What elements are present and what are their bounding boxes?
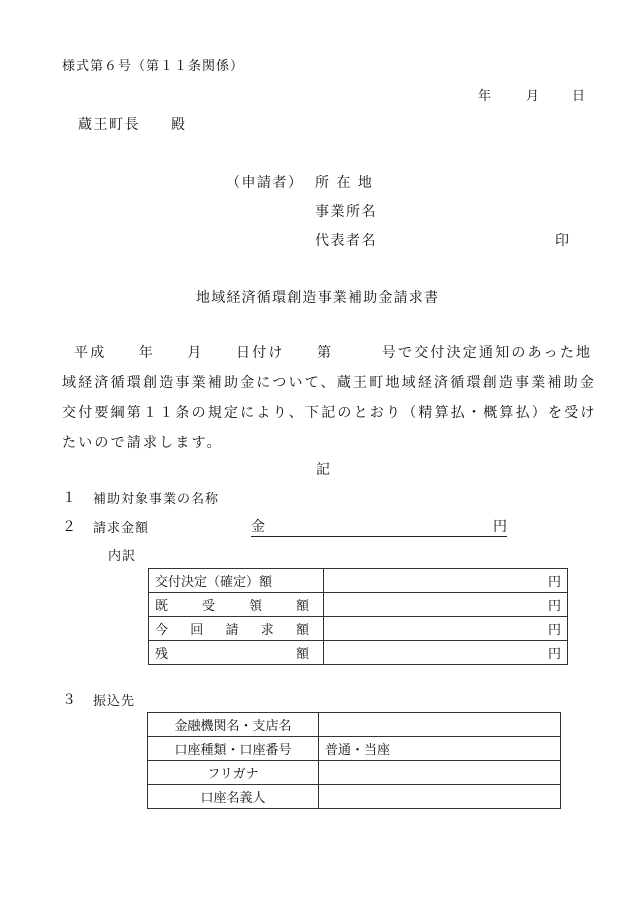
breakdown-row-value: 円 [324,593,568,617]
table-row [148,761,561,785]
breakdown-row-value: 円 [324,569,568,593]
body-line-3: 交付要綱第１１条の規定により、下記のとおり（精算払・概算払）を受け [62,405,597,421]
body-line-4: たいので請求します。 [62,435,223,451]
body-line-2: 域経済循環創造事業補助金について、蔵王町地域経済循環創造事業補助金 [62,375,597,391]
addressee: 蔵王町長 殿 [78,117,187,133]
item-2-label: 請求金額 [93,521,150,536]
item-2-number: ２ [62,519,78,535]
furigana-label: フリガナ [148,761,319,785]
applicant-rep-label: 代表者名 [315,233,377,249]
breakdown-row-value: 円 [324,641,568,665]
label-char: 額 [295,647,309,662]
amount-unit: 円 [493,519,507,535]
breakdown-row-value: 円 [324,617,568,641]
document-title: 地域経済循環創造事業補助金請求書 [196,290,440,306]
label-char: 残 [155,647,169,662]
account-holder-label: 口座名義人 [148,785,319,809]
breakdown-row-label [149,641,324,665]
label-char: 回 [190,623,204,638]
furigana-value [319,761,561,785]
label-char: 額 [295,599,309,614]
bank-name-label: 金融機関名・支店名 [148,713,319,737]
bank-table [147,712,561,809]
applicant-role: （申請者） [226,175,304,191]
table-row [149,641,568,665]
table-row [149,569,568,593]
label-char: 額 [295,623,309,638]
table-row [148,713,561,737]
label-char: 領 [248,599,262,614]
spread-label [155,619,317,638]
breakdown-label: 内訳 [108,549,137,564]
item-3-number: ３ [62,692,78,708]
item-3-label: 振込先 [93,694,136,709]
label-char: 今 [155,623,169,638]
account-holder-value [319,785,561,809]
spread-label [155,595,317,614]
applicant-office-label: 事業所名 [315,204,377,220]
date-day: 日 [572,89,587,104]
applicant-address-label: 所 在 地 [315,175,374,191]
breakdown-row-label [149,617,324,641]
label-char: 請 [225,623,239,638]
account-type-label: 口座種類・口座番号 [148,737,319,761]
table-row [148,737,561,761]
breakdown-row-label: 交付決定（確定）額 [149,569,324,593]
spread-label [155,643,317,662]
breakdown-table [148,568,568,665]
table-row [149,617,568,641]
breakdown-row-label [149,593,324,617]
body-line-1: 平成 年 月 日付け 第 号で交付決定通知のあった地 [74,345,593,361]
date-month: 月 [526,89,541,104]
bank-name-value [319,713,561,737]
seal-mark: 印 [555,233,571,249]
amount-prefix: 金 [251,519,265,535]
date-year: 年 [478,89,493,104]
item-1-number: １ [62,490,78,506]
label-char: 求 [260,623,274,638]
form-number: 様式第６号（第１１条関係） [62,59,245,74]
account-type-value: 普通・当座 [319,737,561,761]
request-amount-field [251,516,507,537]
table-row [149,593,568,617]
label-char: 受 [201,599,215,614]
table-row [148,785,561,809]
ki-heading: 記 [316,462,332,478]
label-char: 既 [155,599,169,614]
item-1-label: 補助対象事業の名称 [93,492,220,507]
